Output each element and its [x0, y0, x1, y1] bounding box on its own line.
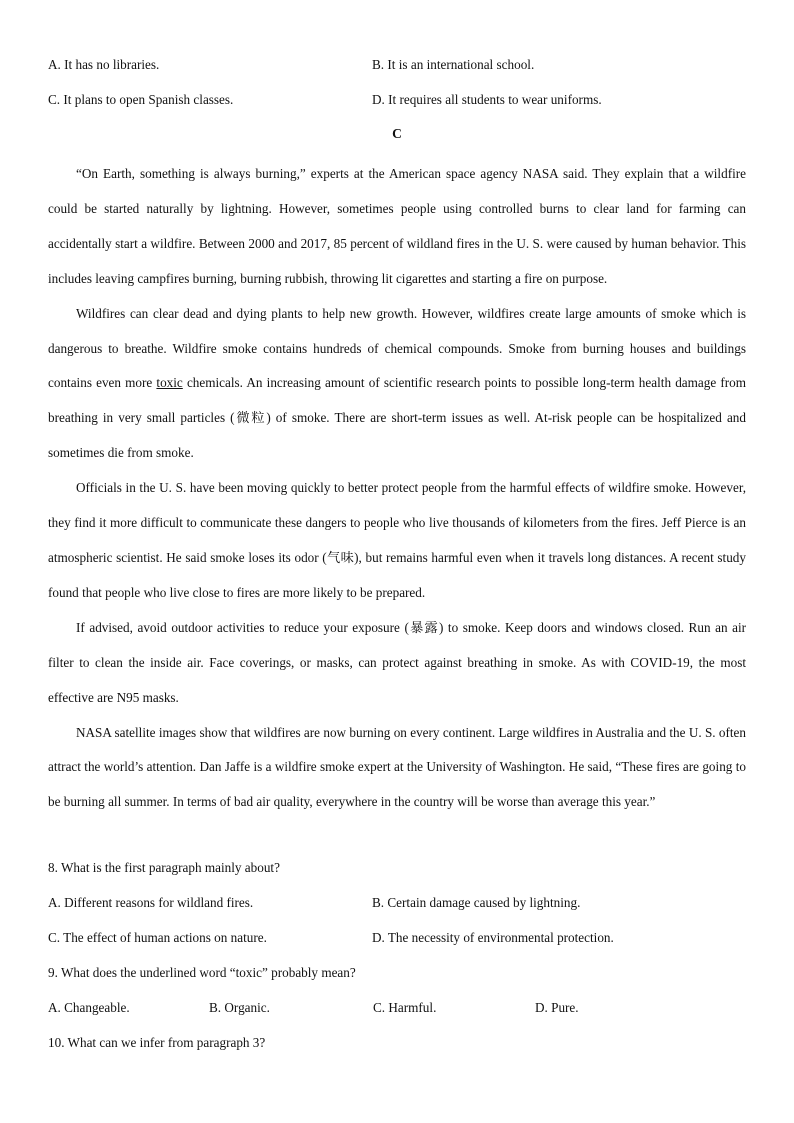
question-9-stem: 9. What does the underlined word “toxic” probably mean?	[48, 965, 356, 980]
question-8-option-d: D. The necessity of environmental protection.	[372, 930, 614, 945]
question-9-options-row	[48, 1000, 748, 1020]
reading-passage	[48, 157, 746, 820]
prev-options-row-1	[48, 57, 748, 77]
paragraph-2	[48, 297, 746, 472]
prev-option-b: B. It is an international school.	[372, 57, 535, 72]
question-10-stem: 10. What can we infer from paragraph 3?	[48, 1035, 266, 1050]
section-heading: C	[392, 126, 402, 141]
question-9-option-a: A. Changeable.	[48, 1000, 130, 1015]
question-8-option-c: C. The effect of human actions on nature.	[48, 930, 267, 945]
question-9-option-b: B. Organic.	[209, 1000, 270, 1015]
question-8-option-a: A. Different reasons for wildland fires.	[48, 895, 254, 910]
underlined-word-toxic: toxic	[156, 375, 183, 391]
question-8-options-row-2	[48, 930, 748, 950]
prev-option-d: D. It requires all students to wear uniforms.	[372, 92, 602, 107]
prev-options-row-2	[48, 92, 748, 112]
paragraph-2-text-before: Wildfires can clear dead and dying plants to help new growth. However, wildfires create large amounts of smoke which is dangerous to breathe. Wildfire smoke contains hundreds of chemical compounds. Smoke from burning houses and buildings contains even more	[48, 305, 746, 391]
question-9-option-d: D. Pure.	[535, 1000, 579, 1015]
question-9-option-c: C. Harmful.	[373, 1000, 437, 1015]
question-8-option-b: B. Certain damage caused by lightning.	[372, 895, 581, 910]
question-8-options-row-1	[48, 895, 748, 915]
paragraph-4: If advised, avoid outdoor activities to reduce your exposure (暴露) to smoke. Keep doors and windows closed. Run an air filter to clean the inside air. Face coverings, or masks, can protect against breathing in smoke. As with COVID-19, the most effective are N95 masks.	[48, 619, 746, 705]
paragraph-5: NASA satellite images show that wildfires are now burning on every continent. Large wildfires in Australia and the U. S. often attract the world’s attention. Dan Jaffe is a wildfire smoke expert at the University of Washington. He said, “These fires are going to be burning all summer. In terms of bad air quality, everywhere in the country will be worse than average this year.”	[48, 724, 746, 810]
question-8-stem: 8. What is the first paragraph mainly about?	[48, 860, 280, 875]
prev-option-a: A. It has no libraries.	[48, 57, 160, 72]
paragraph-2-text-after: chemicals. An increasing amount of scientific research points to possible long-term health damage from breathing in very small particles (微粒) of smoke. There are short-term issues as well. At-risk people can be hospitalized and sometimes die from smoke.	[48, 375, 746, 461]
paragraph-3: Officials in the U. S. have been moving quickly to better protect people from the harmful effects of wildfire smoke. However, they find it more difficult to communicate these dangers to people who live thousands of kilometers from the fires. Jeff Pierce is an atmospheric scientist. He said smoke loses its odor (气味), but remains harmful even when it travels long distances. A recent study found that people who live close to fires are more likely to be prepared.	[48, 480, 746, 600]
prev-option-c: C. It plans to open Spanish classes.	[48, 92, 234, 107]
paragraph-1: “On Earth, something is always burning,” experts at the American space agency NASA said. They explain that a wildfire could be started naturally by lightning. However, sometimes people using controlled burns to clear land for farming can accidentally start a wildfire. Between 2000 and 2017, 85 percent of wildland fires in the U. S. were caused by human behavior. This includes leaving campfires burning, burning rubbish, throwing lit cigarettes and starting a fire on purpose.	[48, 166, 746, 286]
